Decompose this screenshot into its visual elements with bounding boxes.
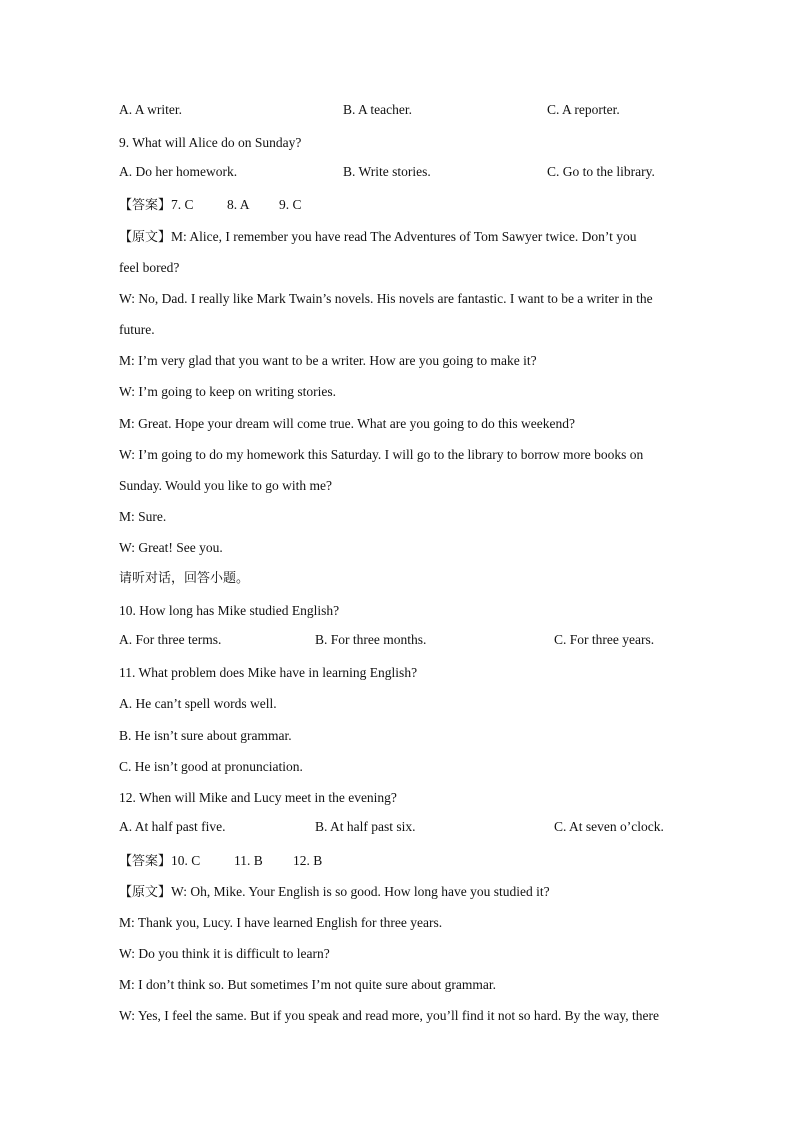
transcript-1-line-1b: feel bored? xyxy=(119,260,180,275)
transcript-2-line-2: M: Thank you, Lucy. I have learned English for three years. xyxy=(119,915,443,930)
transcript-1-line-5: M: Great. Hope your dream will come true. What are you going to do this weekend? xyxy=(119,416,575,431)
question-11: 11. What problem does Mike have in learning English? xyxy=(119,665,418,680)
q9-option-a: A. Do her homework. xyxy=(119,164,238,179)
answer-9: 9. C xyxy=(279,197,302,212)
q10-option-c: C. For three years. xyxy=(554,632,655,647)
transcript-1-line-4: W: I’m going to keep on writing stories. xyxy=(119,384,336,399)
transcript-1-line-1 xyxy=(119,227,674,248)
q8-option-a: A. A writer. xyxy=(119,102,182,117)
transcript-1-line-7: M: Sure. xyxy=(119,509,167,524)
transcript-2-line-4: M: I don’t think so. But sometimes I’m not quite sure about grammar. xyxy=(119,977,496,992)
transcript-2-line-5: W: Yes, I feel the same. But if you speak and read more, you’ll find it not so hard. By the way, there xyxy=(119,1008,659,1023)
answer-label: 【答案】 xyxy=(119,854,172,869)
transcript-text: W: Oh, Mike. Your English is so good. How long have you studied it? xyxy=(171,884,550,899)
answer-7: 7. C xyxy=(171,197,194,212)
transcript-2-line-1 xyxy=(119,882,674,903)
question-10: 10. How long has Mike studied English? xyxy=(119,603,340,618)
q10-option-a: A. For three terms. xyxy=(119,632,222,647)
transcript-label: 【原文】 xyxy=(119,230,172,245)
q11-option-b: B. He isn’t sure about grammar. xyxy=(119,728,292,743)
answer-12: 12. B xyxy=(293,853,323,868)
question-12: 12. When will Mike and Lucy meet in the evening? xyxy=(119,790,397,805)
answer-10: 10. C xyxy=(171,853,201,868)
q10-option-b: B. For three months. xyxy=(315,632,427,647)
answer-11: 11. B xyxy=(234,853,263,868)
transcript-1-line-8: W: Great! See you. xyxy=(119,540,223,555)
q8-option-b: B. A teacher. xyxy=(343,102,412,117)
q12-option-a: A. At half past five. xyxy=(119,819,226,834)
transcript-1-line-6: W: I’m going to do my homework this Saturday. I will go to the library to borrow more books on xyxy=(119,447,644,462)
q9-option-b: B. Write stories. xyxy=(343,164,431,179)
transcript-2-line-3: W: Do you think it is difficult to learn? xyxy=(119,946,330,961)
question-9: 9. What will Alice do on Sunday? xyxy=(119,135,302,150)
q8-option-c: C. A reporter. xyxy=(547,102,620,117)
transcript-1-line-3: M: I’m very glad that you want to be a writer. How are you going to make it? xyxy=(119,353,537,368)
q11-option-a: A. He can’t spell words well. xyxy=(119,696,277,711)
answer-key-1 xyxy=(119,195,674,216)
transcript-1-line-2b: future. xyxy=(119,322,155,337)
transcript-label: 【原文】 xyxy=(119,885,172,900)
q11-option-c: C. He isn’t good at pronunciation. xyxy=(119,759,303,774)
q12-option-c: C. At seven o’clock. xyxy=(554,819,664,834)
transcript-1-line-2: W: No, Dad. I really like Mark Twain’s novels. His novels are fantastic. I want to be a writer in the xyxy=(119,291,653,306)
answer-8: 8. A xyxy=(227,197,250,212)
answer-label: 【答案】 xyxy=(119,198,172,213)
section-instruction: 请听对话，回答小题。 xyxy=(119,571,250,586)
answer-key-2 xyxy=(119,851,674,872)
transcript-text: M: Alice, I remember you have read The Adventures of Tom Sawyer twice. Don’t you xyxy=(171,229,637,244)
transcript-1-line-6b: Sunday. Would you like to go with me? xyxy=(119,478,333,493)
q12-option-b: B. At half past six. xyxy=(315,819,416,834)
q9-option-c: C. Go to the library. xyxy=(547,164,655,179)
